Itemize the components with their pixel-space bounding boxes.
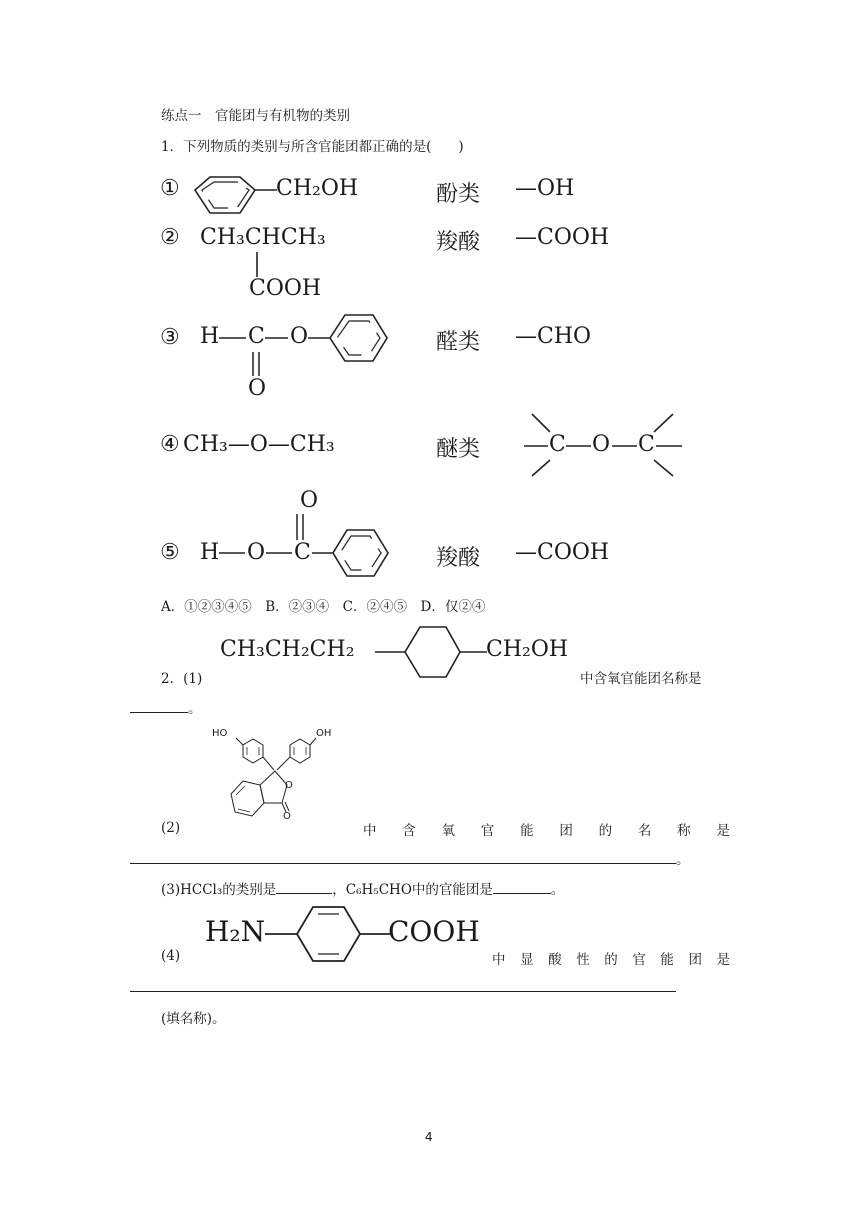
q2-1-formula-left: CH₃CH₂CH₂ bbox=[220, 637, 355, 662]
row-4-o: O bbox=[592, 432, 611, 457]
q2-4-char: 是 bbox=[716, 952, 730, 968]
q2-2-char: 的 bbox=[598, 823, 613, 839]
q2-4-suffix bbox=[492, 948, 730, 968]
row-2-number: ② bbox=[160, 225, 180, 250]
q2-2-char: 名 bbox=[637, 823, 652, 839]
row-5-o: O bbox=[247, 540, 266, 565]
q2-3-end: 。 bbox=[550, 882, 565, 898]
row-2-group: —COOH bbox=[515, 225, 610, 250]
row-3-carbonyl-o: O bbox=[248, 376, 267, 401]
row-4-category: 醚类 bbox=[436, 437, 481, 462]
row-4-c-right: C bbox=[638, 432, 655, 457]
q2-4-char: 显 bbox=[520, 952, 534, 968]
q2-2-char: 是 bbox=[716, 823, 730, 839]
row-5-carbonyl-o: O bbox=[300, 488, 319, 513]
q2-2-char: 含 bbox=[402, 823, 416, 839]
q2-4-prefix: (4) bbox=[161, 948, 181, 964]
question-1-stem: 1．下列物质的类别与所含官能团都正确的是( ) bbox=[161, 139, 464, 155]
q2-4-char: 团 bbox=[688, 952, 702, 968]
row-5-number: ⑤ bbox=[160, 540, 180, 565]
row-3-o: O bbox=[290, 324, 309, 349]
q2-2-end: 。 bbox=[676, 852, 690, 868]
row-4-number: ④ bbox=[160, 432, 180, 457]
q2-2-char: 中 bbox=[363, 823, 377, 839]
row-3-number: ③ bbox=[160, 325, 180, 350]
row-5-h: H bbox=[200, 540, 220, 565]
q2-2-char: 称 bbox=[677, 823, 691, 839]
q2-2-char: 团 bbox=[559, 823, 573, 839]
q2-2-ho-label: HO bbox=[212, 728, 228, 739]
q2-4-char: 性 bbox=[576, 952, 590, 968]
page-number: 4 bbox=[425, 1130, 433, 1144]
row-1-number: ① bbox=[160, 176, 180, 201]
q2-2-prefix: (2) bbox=[161, 820, 181, 836]
q2-4-formula-left: H₂N bbox=[205, 915, 266, 948]
row-2-category: 羧酸 bbox=[436, 230, 481, 255]
row-4-formula: CH₃—O—CH₃ bbox=[183, 432, 335, 457]
row-1-formula: CH₂OH bbox=[276, 176, 359, 201]
row-5-c: C bbox=[294, 540, 311, 565]
q2-4-formula-right: COOH bbox=[388, 915, 480, 948]
q2-2-char: 能 bbox=[520, 823, 534, 839]
row-3-h: H bbox=[200, 324, 220, 349]
q2-4-char: 中 bbox=[492, 952, 506, 968]
q2-1-suffix: 中含氧官能团名称是 bbox=[580, 671, 702, 687]
section-title: 练点一 官能团与有机物的类别 bbox=[161, 108, 350, 124]
row-5-category: 羧酸 bbox=[436, 546, 481, 571]
q2-3-text-a: (3)HCCl₃的类别是 bbox=[161, 882, 277, 898]
q2-2-ring-o-label: O bbox=[285, 780, 293, 791]
row-3-category: 醛类 bbox=[436, 330, 481, 355]
q2-2-char: 氧 bbox=[441, 823, 456, 839]
q2-4-char: 官 bbox=[632, 952, 646, 968]
q2-4-char: 能 bbox=[660, 952, 674, 968]
q2-3-text-b: ，C₆H₅CHO中的官能团是 bbox=[332, 882, 493, 898]
row-2-formula-bottom: COOH bbox=[249, 276, 322, 301]
row-2-formula-top: CH₃CHCH₃ bbox=[200, 225, 326, 250]
question-1-options: A．①②③④⑤ B．②③④ C．②④⑤ D．仅②④ bbox=[161, 599, 486, 615]
q2-2-keto-o-label: O bbox=[283, 811, 291, 822]
q2-4-char: 的 bbox=[604, 952, 618, 968]
q2-4-answer-blank[interactable] bbox=[130, 991, 676, 992]
q2-2-oh-label: OH bbox=[316, 728, 332, 739]
row-3-c: C bbox=[248, 324, 265, 349]
row-4-c-left: C bbox=[549, 432, 566, 457]
q2-1-prefix: 2．(1) bbox=[161, 671, 203, 687]
row-3-group: —CHO bbox=[515, 324, 592, 349]
q2-1-formula-right: CH₂OH bbox=[486, 637, 569, 662]
q2-1-end: 。 bbox=[188, 701, 202, 717]
row-5-group: —COOH bbox=[515, 540, 610, 565]
q2-4-char: 酸 bbox=[548, 952, 562, 968]
row-1-group: —OH bbox=[515, 176, 575, 201]
q2-4-end: (填名称)。 bbox=[161, 1011, 226, 1027]
q2-2-char: 官 bbox=[480, 823, 495, 839]
row-1-category: 酚类 bbox=[436, 182, 481, 207]
